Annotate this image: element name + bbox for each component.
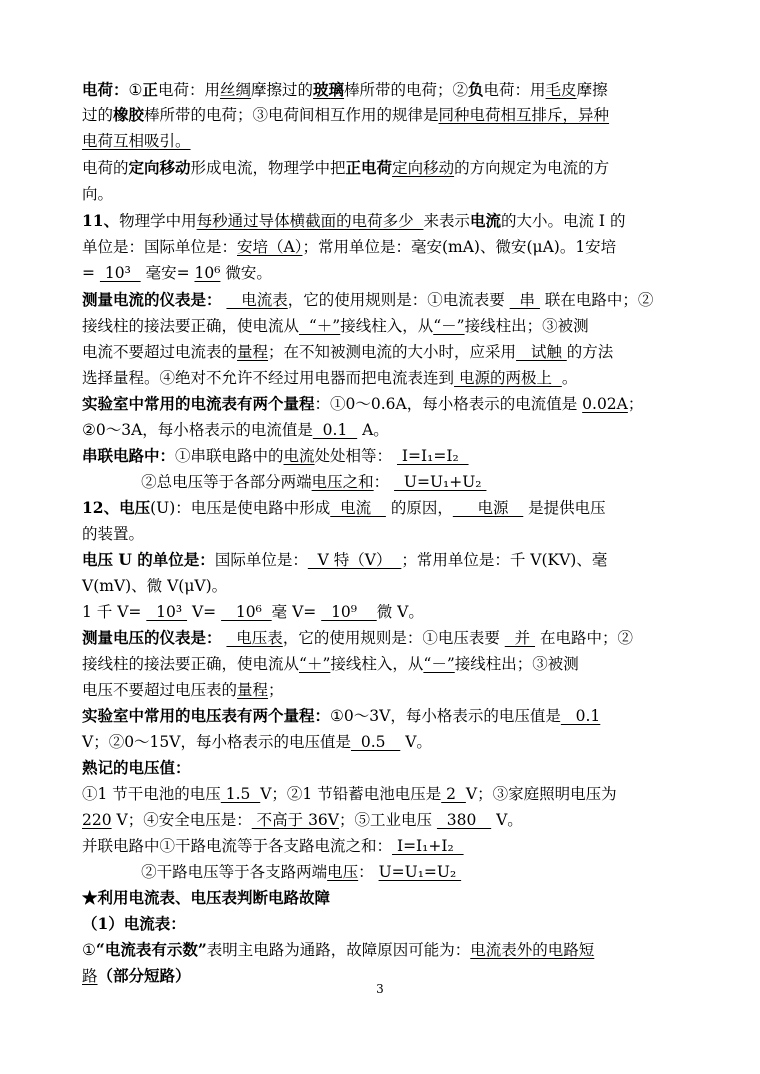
text-run: A。 bbox=[357, 421, 389, 439]
text-line bbox=[82, 314, 589, 338]
text-run: ； bbox=[627, 395, 644, 413]
text-run: 定向移动 bbox=[128, 158, 191, 177]
text-run: 同种电荷相互排斥，异种 bbox=[438, 106, 610, 124]
text-run: 丝绸 bbox=[219, 81, 251, 99]
text-run: 电压表 bbox=[226, 629, 283, 647]
text-run: 形成电流，物理学中把 bbox=[190, 159, 346, 177]
text-run: I=I₁+I₂ bbox=[392, 837, 464, 855]
text-run: 安培（A） bbox=[237, 238, 303, 256]
text-run: V；④安全电压是： bbox=[111, 811, 252, 829]
text-run: 橡胶 bbox=[113, 105, 145, 124]
text-line bbox=[82, 470, 486, 494]
text-line bbox=[82, 808, 523, 832]
text-line bbox=[82, 574, 227, 598]
text-run: ： bbox=[373, 473, 395, 491]
text-run: ① bbox=[128, 81, 143, 99]
text-run: 接线柱出；③被测 bbox=[454, 655, 579, 673]
text-run: “－” bbox=[423, 655, 455, 673]
text-run: 的方向规定为电流的方 bbox=[454, 159, 610, 177]
text-line bbox=[82, 938, 594, 962]
text-run: 0.5 bbox=[350, 733, 401, 751]
text-line bbox=[82, 652, 579, 676]
text-run: ①1 节干电池的电压 bbox=[82, 785, 221, 803]
text-run: V= bbox=[187, 603, 222, 621]
text-run: 处处相等： bbox=[314, 447, 397, 465]
text-run: 定向移动 bbox=[392, 159, 455, 177]
text-run: I=I₁=I₂ bbox=[396, 447, 469, 465]
text-run: ②干路电压等于各支路两端 bbox=[82, 863, 328, 881]
text-line bbox=[82, 756, 191, 780]
text-run: V。 bbox=[400, 733, 432, 751]
text-run: ；⑤工业电压 bbox=[339, 811, 437, 829]
text-run: 0.02A bbox=[582, 395, 628, 413]
text-run: 单位是：国际单位是： bbox=[82, 238, 238, 256]
text-run: 的方法 bbox=[566, 343, 614, 361]
text-run: 的装置。 bbox=[82, 525, 145, 543]
text-run: 棒所带的电荷；② bbox=[344, 81, 469, 99]
text-run: 10⁶ bbox=[194, 264, 221, 282]
text-run: 。 bbox=[561, 369, 578, 387]
text-run: 接线柱的接法要正确，使电流从 bbox=[82, 655, 300, 673]
text-run: 串联电路中： bbox=[82, 446, 176, 465]
text-line bbox=[82, 860, 461, 884]
text-run: 380 bbox=[436, 811, 492, 829]
text-line bbox=[82, 156, 609, 180]
text-run: 路 bbox=[82, 967, 98, 985]
text-run: ，它的使用规则是：①电压表要 bbox=[282, 629, 505, 647]
text-run: 毫 V= bbox=[271, 603, 322, 621]
text-run: 国际单位是： bbox=[214, 551, 308, 569]
text-run: “＋” bbox=[299, 655, 331, 673]
text-run: 电荷：用 bbox=[483, 81, 546, 99]
text-run: “＋” bbox=[299, 317, 341, 335]
text-run: 来表示 bbox=[423, 212, 470, 230]
text-run: 量程 bbox=[237, 681, 269, 699]
text-run: ②总电压等于各部分两端 bbox=[82, 473, 312, 491]
text-run: 微 V。 bbox=[376, 603, 424, 621]
text-run: 电荷互相吸引。 bbox=[82, 132, 191, 150]
text-line bbox=[82, 730, 432, 754]
text-run: 并 bbox=[504, 629, 536, 647]
text-run: 电流表外的电路短 bbox=[470, 941, 595, 959]
text-line bbox=[82, 704, 600, 728]
text-run: 220 bbox=[82, 811, 112, 829]
text-run: 电压 U 的单位是： bbox=[82, 550, 215, 569]
text-run: 试触 bbox=[516, 343, 567, 361]
text-run: ：①0～0.6A，每小格表示的电流值是 bbox=[314, 395, 583, 413]
text-run: 摩擦过的 bbox=[250, 81, 313, 99]
text-run: V 特（V） bbox=[307, 551, 402, 569]
text-line bbox=[82, 288, 653, 312]
text-run: ： bbox=[358, 863, 379, 881]
text-line bbox=[82, 235, 616, 259]
text-run: 1.5 bbox=[220, 785, 261, 803]
text-line bbox=[82, 366, 577, 390]
text-run: 实验室中常用的电压表有两个量程： bbox=[82, 706, 331, 725]
text-line bbox=[82, 678, 284, 702]
text-run: 熟记的电压值： bbox=[82, 758, 191, 777]
text-line bbox=[82, 600, 424, 624]
text-run: 电荷： bbox=[82, 80, 129, 99]
text-run: U=U₁+U₂ bbox=[394, 473, 487, 491]
text-run: = bbox=[82, 264, 100, 282]
text-run: 电源 bbox=[452, 499, 524, 517]
text-run: ①串联电路中的 bbox=[175, 447, 284, 465]
text-line bbox=[82, 496, 606, 520]
text-run: 是提供电压 bbox=[523, 499, 606, 517]
text-run: 过的 bbox=[82, 106, 114, 124]
text-line bbox=[82, 912, 186, 936]
text-run: ；在不知被测电流的大小时，应采用 bbox=[268, 343, 517, 361]
text-run: 电流表 bbox=[226, 291, 288, 309]
text-run: 电流 bbox=[330, 499, 386, 517]
text-run: 的大小。电流 I 的 bbox=[500, 212, 626, 230]
text-run: 测量电流的仪表是： bbox=[82, 290, 222, 309]
text-run: ；常用单位是：毫安(mA)、微安(μA)。1安培 bbox=[302, 238, 617, 256]
text-run: 电压之和 bbox=[311, 473, 374, 491]
text-run: 串 bbox=[509, 291, 540, 309]
text-line bbox=[82, 522, 144, 546]
text-run: （1）电流表： bbox=[82, 914, 186, 933]
text-run: “－” bbox=[433, 317, 465, 335]
text-run: “电流表有示数” bbox=[95, 940, 207, 959]
text-line bbox=[82, 129, 191, 153]
text-run: ★利用电流表、电压表判断电路故障 bbox=[82, 888, 331, 907]
text-run: ① bbox=[82, 941, 96, 959]
text-run: 电荷的 bbox=[82, 159, 129, 177]
text-line bbox=[82, 834, 464, 858]
text-run: 电源的两极上 bbox=[454, 369, 562, 387]
text-run: 玻璃 bbox=[312, 80, 344, 99]
text-run: 选择量程。④绝对不允许不经过用电器而把电流表连到 bbox=[82, 369, 455, 387]
text-line bbox=[82, 182, 113, 206]
text-line bbox=[82, 444, 469, 468]
text-run: 10⁶ bbox=[221, 603, 272, 621]
text-run: 正电荷 bbox=[345, 158, 393, 177]
text-run: V；②0～15V，每小格表示的电压值是 bbox=[82, 733, 351, 751]
text-line bbox=[82, 209, 625, 233]
text-run: 毫安= bbox=[140, 264, 195, 282]
text-line bbox=[82, 392, 643, 416]
text-run: 向。 bbox=[82, 185, 114, 203]
text-line bbox=[82, 886, 330, 910]
text-run: 11、 bbox=[82, 211, 120, 230]
text-run: 棒所带的电荷；③电荷间相互作用的规律是 bbox=[144, 106, 439, 124]
text-run: 2 bbox=[441, 785, 466, 803]
text-run: U=U₁=U₂ bbox=[378, 863, 462, 881]
text-run: 测量电压的仪表是： bbox=[82, 628, 222, 647]
text-run: 联在电路中；② bbox=[539, 291, 654, 309]
text-run: ，它的使用规则是：①电流表要 bbox=[287, 291, 510, 309]
text-run: 接线柱出；③被测 bbox=[464, 317, 589, 335]
text-run: V；②1 节铅蓄电池电压是 bbox=[260, 785, 442, 803]
text-run: ； bbox=[268, 681, 284, 699]
text-run: 电压不要超过电压表的 bbox=[82, 681, 238, 699]
text-line bbox=[82, 548, 607, 572]
text-run: 量程 bbox=[237, 343, 269, 361]
text-line bbox=[82, 626, 633, 650]
text-run: 0.1 bbox=[560, 707, 601, 725]
text-run: 接线柱入，从 bbox=[340, 317, 434, 335]
text-run: 电流不要超过电流表的 bbox=[82, 343, 238, 361]
text-line bbox=[82, 782, 617, 806]
text-run: 12、电压 bbox=[82, 498, 151, 517]
text-run: ②0～3A，每小格表示的电流值是 bbox=[82, 421, 313, 439]
text-run: 电荷：用 bbox=[157, 81, 220, 99]
text-run: 的原因， bbox=[385, 499, 453, 517]
text-run: V(mV)、微 V(μV)。 bbox=[82, 577, 228, 595]
text-run: 正 bbox=[142, 80, 158, 99]
text-run: 在电路中；② bbox=[535, 629, 633, 647]
text-run: V；③家庭照明电压为 bbox=[465, 785, 617, 803]
text-run: 表明主电路为通路，故障原因可能为： bbox=[206, 941, 471, 959]
text-run: 接线柱的接法要正确，使电流从 bbox=[82, 317, 300, 335]
text-run: ；常用单位是：千 V(KV)、毫 bbox=[401, 551, 608, 569]
text-run: 接线柱入，从 bbox=[330, 655, 424, 673]
text-run: 1 千 V= bbox=[82, 603, 147, 621]
text-line bbox=[82, 340, 613, 364]
text-run: 电压 bbox=[327, 863, 359, 881]
text-run: 负 bbox=[468, 80, 484, 99]
text-run: 不高于 36V bbox=[251, 811, 339, 829]
text-run: 10⁹ bbox=[321, 603, 377, 621]
text-run: 物理学中用 bbox=[119, 212, 197, 230]
text-run: 电流 bbox=[469, 211, 501, 230]
text-run: V。 bbox=[491, 811, 523, 829]
text-run: 并联电路中①干路电流等于各支路电流之和： bbox=[82, 837, 393, 855]
text-run: ①0～3V，每小格表示的电压值是 bbox=[330, 707, 561, 725]
text-run: 微安。 bbox=[220, 264, 272, 282]
text-run: 电流 bbox=[283, 447, 315, 465]
text-run: 0.1 bbox=[312, 421, 358, 439]
text-run: 实验室中常用的电流表有两个量程 bbox=[82, 394, 315, 413]
text-line bbox=[82, 418, 389, 442]
page-number: 3 bbox=[376, 982, 384, 996]
text-line bbox=[82, 78, 608, 102]
text-line bbox=[82, 103, 609, 127]
text-run: 毛皮 bbox=[545, 81, 577, 99]
text-run: （部分短路） bbox=[97, 966, 191, 985]
text-run: 每秒通过导体横截面的电荷多少 bbox=[196, 212, 424, 230]
text-run: 10³ bbox=[99, 264, 141, 282]
text-run: (U)：电压是使电路中形成 bbox=[150, 499, 331, 517]
text-line bbox=[82, 261, 272, 285]
text-run: 10³ bbox=[146, 603, 188, 621]
text-run: 摩擦 bbox=[576, 81, 608, 99]
